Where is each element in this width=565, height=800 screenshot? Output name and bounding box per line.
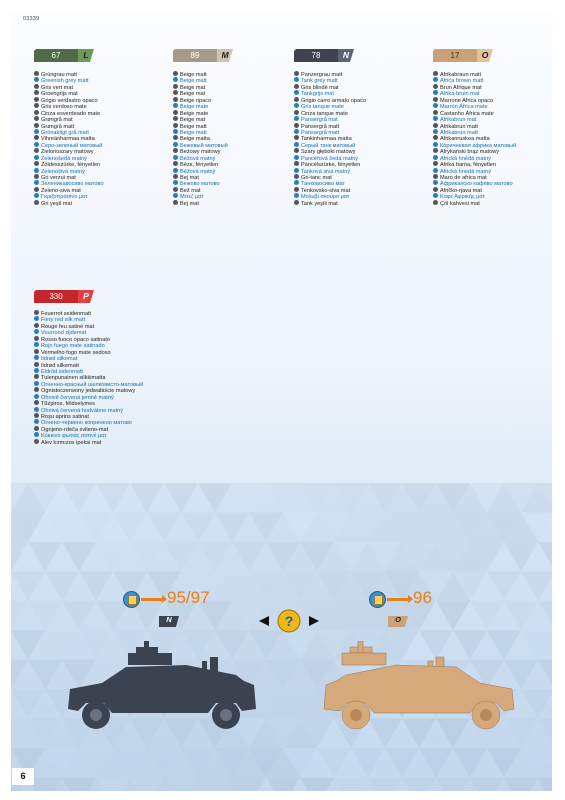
language-flag-icon [433, 174, 438, 179]
color-name-text: Серо-зеленый матовый [41, 142, 103, 149]
svg-text:?: ? [284, 613, 294, 629]
color-name-text: Afrikabrun matt [440, 129, 478, 136]
language-flag-icon [34, 200, 39, 205]
color-name-text: Castanho África mate [440, 110, 494, 117]
language-flag-icon [173, 193, 178, 198]
language-flag-icon [34, 142, 39, 147]
color-name-text: Afrykański brąz matowy [440, 149, 500, 156]
language-flag-icon [173, 174, 178, 179]
language-flag-icon [34, 419, 39, 424]
color-name-text: Tank grey matt [301, 78, 338, 85]
language-flag-icon [34, 400, 39, 405]
color-name-text: Marrone Africa opaco [440, 97, 494, 104]
color-name-text: Tankgrijs mat [301, 91, 334, 98]
language-flag-icon [294, 200, 299, 205]
color-name-text: Africká hnedá matný [440, 168, 491, 175]
color-name-text: Gris blindé mat [301, 84, 339, 91]
language-flag-icon [34, 362, 39, 367]
language-flag-icon [34, 97, 39, 102]
question-mark-diamond-icon [259, 608, 319, 634]
language-flag-icon [433, 90, 438, 95]
color-name-text: Tankinharmaa matta [301, 136, 352, 143]
color-name-text: Γκριζοπράσινο ματ [41, 194, 88, 201]
paint-box-icon [123, 591, 140, 608]
content-panel [11, 13, 552, 791]
color-name-text: Африканско кафяво матово [440, 181, 513, 188]
color-tab-L [34, 49, 96, 62]
color-name-text: Ohnivá červená hodvábne matný [41, 407, 124, 414]
color-name-text: Fiery red silk matt [41, 317, 86, 324]
color-name-text: Vuurrood zijdemat [41, 330, 87, 337]
language-flag-icon [34, 381, 39, 386]
color-name-text: Afrikabrun mat [440, 117, 477, 124]
color-name-text: Afrika-bruin mat [440, 91, 480, 98]
language-flag-icon [294, 103, 299, 108]
color-number: 17 [450, 51, 460, 60]
language-flag-icon [294, 174, 299, 179]
document-code: 03339 [23, 16, 40, 22]
language-flag-icon [34, 432, 39, 437]
color-name-text: Beige matt [180, 72, 207, 78]
color-name-text: Páncélszürke, fényetlen [301, 162, 361, 169]
color-name-text: Afričko-rjava mat [440, 187, 482, 194]
color-tab-N [294, 49, 356, 62]
color-name-text: Panzergrau matt [301, 72, 343, 78]
language-flag-icon [433, 103, 438, 108]
language-flag-icon [34, 168, 39, 173]
language-flag-icon [34, 123, 39, 128]
color-name-text: Marrón África mate [440, 104, 488, 111]
color-name-text: Groengrijs mat [41, 91, 78, 98]
color-name-item [34, 201, 152, 207]
color-name-text: Beige opaco [180, 97, 212, 104]
color-name-text: Rouge feu satiné mat [41, 323, 95, 330]
color-name-text: Pansargrå matt [301, 129, 340, 136]
color-letter: N [342, 50, 350, 60]
left-color-tag [159, 614, 179, 625]
language-flag-icon [294, 129, 299, 134]
color-name-text: Szary głęboki matowy [301, 149, 356, 156]
language-flag-icon [173, 180, 178, 185]
language-flag-icon [34, 413, 39, 418]
language-flag-icon [433, 200, 438, 205]
language-flag-icon [433, 180, 438, 185]
language-flag-icon [173, 71, 178, 76]
color-name-text: Tenkovsko-siva mat [301, 187, 351, 194]
color-name-text: Africa brown matt [440, 78, 484, 85]
color-letter: M [221, 50, 229, 60]
language-flag-icon [34, 342, 39, 347]
color-name-text: Огнено-червено копринено матово [41, 420, 132, 427]
language-flag-icon [34, 316, 39, 321]
color-name-text: Çöl kahvesi mat [440, 200, 480, 207]
language-flag-icon [34, 174, 39, 179]
color-name-text: Bézs, fényetlen [180, 162, 219, 169]
color-name-text: Tank yeşili mat [301, 200, 338, 207]
color-name-text: Eldröd sidenmatt [41, 368, 83, 375]
color-name-text: Zeleno-siva mat [41, 187, 81, 194]
language-flag-icon [34, 310, 39, 315]
color-name-text: Tanková sivá matný [301, 168, 351, 175]
language-flag-icon [173, 84, 178, 89]
color-name-text: Alev kırmızısı ipeksi mat [41, 439, 102, 446]
language-flag-icon [433, 97, 438, 102]
color-name-text: Beige matta [180, 136, 210, 143]
arrow-right-icon [141, 598, 163, 601]
color-name-list-P [34, 311, 224, 446]
color-name-text: Béžová matný [180, 155, 216, 162]
language-flag-icon [34, 161, 39, 166]
language-flag-icon [433, 123, 438, 128]
color-name-text: Grøngrå mat [41, 117, 73, 124]
color-letter: L [83, 50, 89, 60]
color-name-text: Beige matt [180, 129, 207, 136]
color-name-text: Ognjeno-rdeča svileno-mat [41, 426, 109, 433]
language-flag-icon [34, 110, 39, 115]
color-name-text: Gri-tanc mat [301, 175, 332, 181]
color-name-text: Afrikabraun matt [440, 72, 482, 78]
language-flag-icon [433, 135, 438, 140]
color-name-text: Beige mat [180, 117, 206, 124]
color-name-text: Gri verzui mat [41, 175, 76, 181]
color-name-list-L [34, 72, 152, 207]
color-name-text: Afrikanruskea matta [440, 136, 490, 143]
color-name-text: Огненно-красный шелковисто-матовый [41, 381, 144, 388]
language-flag-icon [294, 142, 299, 147]
page-number: 6 [12, 768, 34, 785]
language-flag-icon [294, 180, 299, 185]
color-number: 330 [49, 292, 63, 301]
language-flag-icon [433, 77, 438, 82]
color-name-text: Grøngrå matt [41, 123, 75, 130]
color-name-text: Beige matt [180, 123, 207, 130]
language-flag-icon [34, 336, 39, 341]
color-name-text: Maro de africa mat [440, 175, 487, 181]
language-flag-icon [173, 161, 178, 166]
language-flag-icon [173, 110, 178, 115]
language-flag-icon [34, 394, 39, 399]
color-number: 67 [51, 51, 61, 60]
color-name-text: Beige mate [180, 104, 209, 111]
language-flag-icon [294, 187, 299, 192]
color-name-text: Afrika barna, fényetlen [440, 162, 496, 169]
color-name-list-M [173, 72, 291, 207]
color-name-text: Grigio carro armato opaco [301, 97, 366, 104]
language-flag-icon [433, 168, 438, 173]
color-name-text: Gri yeşil mat [41, 200, 73, 207]
color-name-text: Tulenpunainen silkkimatta [41, 375, 106, 382]
language-flag-icon [294, 135, 299, 140]
language-flag-icon [294, 110, 299, 115]
color-name-text: Beige matt [180, 78, 207, 85]
language-flag-icon [34, 116, 39, 121]
color-name-text: Κόκκινο φωτιάς σατινέ ματ [41, 433, 107, 440]
language-flag-icon [34, 155, 39, 160]
vehicle-silhouette-grey [66, 641, 266, 741]
color-name-text: Zielonoszary matowy [41, 149, 94, 156]
color-name-text: Ognistoczerwony jedwabiście matowy [41, 388, 136, 395]
left-paint-reference: 95/97 [167, 588, 210, 607]
language-flag-icon [34, 84, 39, 89]
language-flag-icon [294, 71, 299, 76]
language-flag-icon [173, 200, 178, 205]
color-name-text: Zelenošedá matný [41, 155, 88, 162]
language-flag-icon [433, 84, 438, 89]
color-name-text: Бежевый матовый [180, 142, 228, 149]
language-flag-icon [173, 135, 178, 140]
color-name-text: Vermelho fogo mate sedoso [41, 349, 111, 356]
color-tab-P [34, 290, 96, 303]
color-name-text: Cinza tanque mate [301, 110, 348, 117]
language-flag-icon [173, 142, 178, 147]
color-name-text: Bej mat [180, 200, 199, 207]
color-name-text: Gris tanque mate [301, 104, 344, 111]
language-flag-icon [294, 161, 299, 166]
language-flag-icon [433, 129, 438, 134]
language-flag-icon [433, 116, 438, 121]
language-flag-icon [34, 374, 39, 379]
color-name-text: Rosso fuoco opaco satinato [41, 336, 111, 343]
color-name-text: Greenish grey matt [41, 78, 89, 85]
color-name-text: Gris vert mat [41, 84, 74, 91]
language-flag-icon [34, 323, 39, 328]
language-flag-icon [34, 71, 39, 76]
color-name-text: Серый танк матовый [301, 142, 356, 149]
language-flag-icon [173, 129, 178, 134]
language-flag-icon [433, 187, 438, 192]
language-flag-icon [173, 168, 178, 173]
color-name-text: Cinza esverdeado mate [41, 110, 101, 117]
color-name-list-N [294, 72, 412, 207]
language-flag-icon [173, 103, 178, 108]
language-flag-icon [34, 387, 39, 392]
language-flag-icon [433, 148, 438, 153]
color-name-text: Beige mate [180, 110, 209, 117]
language-flag-icon [173, 187, 178, 192]
language-flag-icon [34, 180, 39, 185]
color-name-text: Béžová matný [180, 168, 216, 175]
language-flag-icon [34, 148, 39, 153]
language-flag-icon [173, 155, 178, 160]
language-flag-icon [294, 97, 299, 102]
language-flag-icon [433, 193, 438, 198]
color-tab-M [173, 49, 235, 62]
language-flag-icon [433, 161, 438, 166]
language-flag-icon [173, 123, 178, 128]
color-name-text: Tűzpiros, féldselymes [41, 401, 96, 408]
color-name-text: Ildrød silkematt [41, 362, 79, 369]
color-name-text: Afrikabrun matt [440, 123, 478, 130]
language-flag-icon [34, 129, 39, 134]
language-flag-icon [34, 329, 39, 334]
language-flag-icon [433, 155, 438, 160]
color-name-item [433, 201, 551, 207]
color-name-text: Zelenošivá matný [41, 168, 85, 175]
color-name-text: Ildrød silkemat [41, 356, 78, 363]
color-number: 78 [311, 51, 321, 60]
language-flag-icon [34, 135, 39, 140]
left-color-tag-letter: N [166, 615, 172, 624]
language-flag-icon [294, 90, 299, 95]
color-name-text: Grönaktigt grå matt [41, 129, 89, 136]
color-name-item [34, 440, 224, 446]
language-flag-icon [34, 90, 39, 95]
color-name-text: Pansergrå mat [301, 117, 338, 124]
paint-box-icon [369, 591, 386, 608]
color-name-text: Καφέ Αφρικής ματ [440, 194, 485, 201]
color-number: 89 [190, 51, 200, 60]
language-flag-icon [294, 168, 299, 173]
language-flag-icon [34, 426, 39, 431]
language-flag-icon [173, 90, 178, 95]
language-flag-icon [294, 116, 299, 121]
language-flag-icon [34, 193, 39, 198]
color-name-text: Roşu aprins satinat [41, 414, 89, 420]
language-flag-icon [433, 142, 438, 147]
color-tab-O [433, 49, 495, 62]
language-flag-icon [173, 148, 178, 153]
color-name-text: Feuerrot seidenmatt [41, 311, 92, 317]
color-letter: P [83, 291, 89, 301]
language-flag-icon [34, 355, 39, 360]
color-name-text: Grigio verdastro opaco [41, 97, 98, 104]
color-name-item [294, 201, 412, 207]
right-color-tag [388, 614, 408, 625]
color-name-text: Μολυβί σκούρο ματ [301, 194, 350, 201]
color-name-text: Gris verdoso mate [41, 104, 87, 111]
color-name-text: Bej mat [180, 175, 199, 181]
language-flag-icon [433, 71, 438, 76]
color-name-text: Rojo fuego mate satinado [41, 343, 105, 350]
color-name-text: Beige mat [180, 91, 206, 98]
color-name-text: Танковосиво мат [301, 181, 345, 188]
color-letter: O [481, 50, 489, 60]
color-name-text: Zöldesszürke, fényetlen [41, 162, 101, 169]
language-flag-icon [34, 439, 39, 444]
color-name-text: Зеленикавосиво матово [41, 181, 104, 188]
color-name-list-O [433, 72, 551, 207]
language-flag-icon [34, 349, 39, 354]
color-name-text: Grüngrau matt [41, 72, 78, 78]
vehicle-silhouette-brown [316, 641, 516, 741]
color-name-text: Бежово матово [180, 181, 220, 188]
language-flag-icon [34, 407, 39, 412]
language-flag-icon [34, 77, 39, 82]
language-flag-icon [433, 110, 438, 115]
language-flag-icon [34, 368, 39, 373]
color-name-text: Коричневая африка матовый [440, 142, 517, 149]
language-flag-icon [173, 116, 178, 121]
right-color-tag-letter: O [395, 615, 401, 624]
color-name-text: Ohnivě červená jemně matný [41, 394, 114, 401]
language-flag-icon [34, 187, 39, 192]
color-name-text: Bež mat [180, 187, 201, 194]
color-name-item [173, 201, 291, 207]
arrow-right-icon [387, 598, 409, 601]
language-flag-icon [173, 77, 178, 82]
color-name-text: Vihreänharmaa matta [41, 136, 95, 143]
language-flag-icon [173, 97, 178, 102]
right-paint-reference: 96 [413, 588, 432, 607]
language-flag-icon [294, 148, 299, 153]
language-flag-icon [294, 193, 299, 198]
color-name-text: Brun Afrique mat [440, 84, 482, 91]
language-flag-icon [294, 123, 299, 128]
language-flag-icon [294, 155, 299, 160]
language-flag-icon [294, 84, 299, 89]
language-flag-icon [294, 77, 299, 82]
color-name-text: Beżowy matowy [180, 149, 221, 156]
color-name-text: Beige mat [180, 84, 206, 91]
language-flag-icon [34, 103, 39, 108]
color-name-text: Pansergrå matt [301, 123, 340, 130]
color-name-text: Africká hnědá matný [440, 155, 491, 162]
color-name-text: Μπεζ ματ [180, 194, 204, 201]
color-name-text: Pancéřová šedá matný [301, 155, 359, 162]
